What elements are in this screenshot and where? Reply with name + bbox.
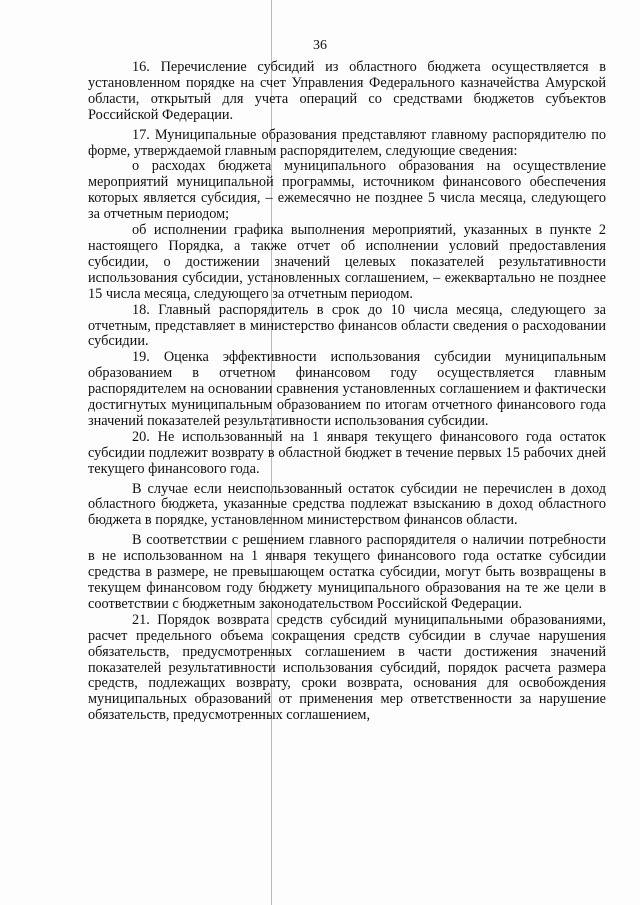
paragraph-19: 19. Оценка эффективности использования субсидии муниципальным образованием в отчетном финансовом году осуществляется главным распорядителем на основании сравнения установленных соглашением и фактически достигнутых муниципальным образованием по итогам отчетного финансового года значений показателей результативности использования субсидии. bbox=[88, 349, 606, 429]
page-number: 36 bbox=[313, 38, 327, 53]
paragraph-21: 21. Порядок возврата средств субсидий муниципальными образованиями, расчет предельного объема сокращения средств субсидии в случае нарушения обязательств, предусмотренных соглашением в части достижения значений показателей результативности использования субсидий, порядок расчета размера средств, подлежащих возврату, сроки возврата, основания для освобождения муниципальных образований от применения мер ответственности за нарушение обязательств, предусмотренных соглашением, bbox=[88, 611, 606, 724]
paragraph-17-expenses: о расходах бюджета муниципального образования на осуществление мероприятий муниципальной программы, источником финансового обеспечения которых является субсидия, – ежемесячно не позднее 5 числа месяца, следующего за отчетным периодом; bbox=[88, 158, 606, 223]
paragraph-16: 16. Перечисление субсидий из областного бюджета осуществляется в установленном порядке на счет Управления Федерального казначейства Амурской области, открытый для учета операций со средствами бюджетов субъектов Российской Федерации. bbox=[88, 59, 606, 123]
paragraph-17: 17. Муниципальные образования представляют главному распорядителю по форме, утверждаемой главным распорядителем, следующие сведения: bbox=[88, 126, 606, 159]
paragraph-17-schedule: об исполнении графика выполнения мероприятий, указанных в пункте 2 настоящего Порядка, а также отчет об исполнении условий предоставления субсидии, о достижении значений целевых показателей результативности использования субсидии, установленных соглашением, – ежеквартально не позднее 15 числа месяца, следующего за отчетным периодом. bbox=[88, 222, 606, 302]
paragraph-20: 20. Не использованный на 1 января текущего финансового года остаток субсидии подлежит возврату в областной бюджет в течение первых 15 рабочих дней текущего финансового года. bbox=[88, 428, 606, 477]
paragraph-20-return: В соответствии с решением главного распорядителя о наличии потребности в не использованном на 1 января текущего финансового года остатке субсидии средства в размере, не превышающем остатка субсидии, могут быть возвращены в текущем финансовом году бюджету муниципального образования на те же цели в соответствии с бюджетным законодательством Российской Федерации. bbox=[88, 532, 606, 612]
paragraph-18: 18. Главный распорядитель в срок до 10 числа месяца, следующего за отчетным, представляет в министерство финансов области сведения о расходовании субсидии. bbox=[88, 301, 606, 350]
document-body bbox=[88, 60, 606, 724]
paragraph-20-collection: В случае если неиспользованный остаток субсидии не перечислен в доход областного бюджета, указанные средства подлежат взысканию в доход областного бюджета в порядке, установленном министерством финансов области. bbox=[88, 480, 606, 529]
